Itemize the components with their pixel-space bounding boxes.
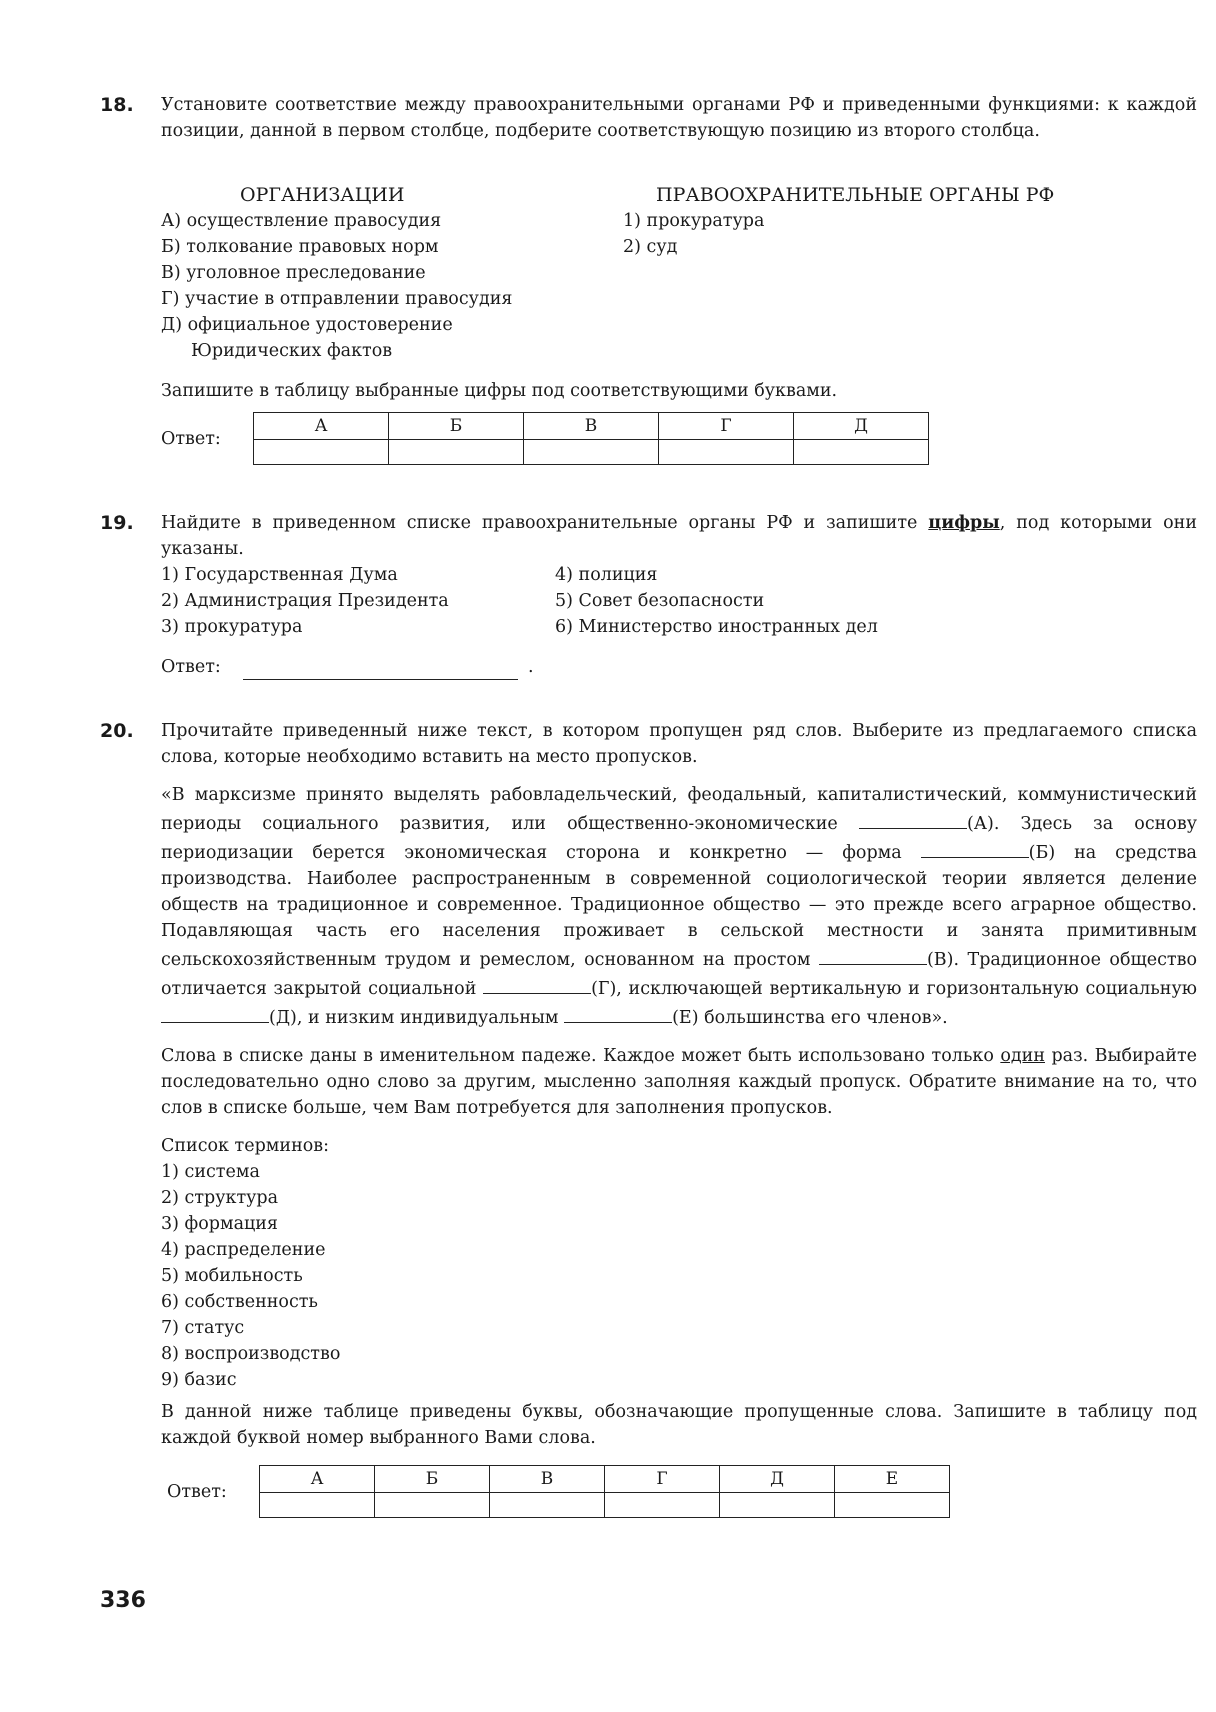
list-item: 3) прокуратура	[161, 617, 303, 637]
answer-table	[259, 1465, 950, 1518]
terms-list	[161, 1159, 1197, 1393]
list-item: 3) формация	[161, 1214, 278, 1234]
answer-cell[interactable]	[720, 1493, 835, 1518]
answer-cell[interactable]	[835, 1493, 950, 1518]
letter-cell: Е	[835, 1466, 950, 1493]
list-item: 5) мобильность	[161, 1266, 303, 1286]
answer-cell[interactable]	[389, 440, 524, 465]
gap-label: (А).	[966, 814, 1000, 834]
list-item: 4) полиция	[555, 565, 658, 585]
list-item: 4) распределение	[161, 1240, 326, 1260]
list-item-continuation: Юридических фактов	[191, 341, 393, 361]
answer-cell[interactable]	[605, 1493, 720, 1518]
text-part: Слова в списке даны в именительном падеже. Каждое может быть использовано только	[161, 1046, 1001, 1066]
text-part: (Д), и низким индивидуальным	[269, 1008, 559, 1028]
list-item: 6) собственность	[161, 1292, 318, 1312]
answer-label: Ответ:	[161, 657, 221, 677]
text-part: (Е) большинства его членов».	[672, 1008, 948, 1028]
answer-block	[161, 412, 929, 465]
list-item: 2) структура	[161, 1188, 279, 1208]
list-item: 9) базис	[161, 1370, 237, 1390]
answer-end: .	[528, 657, 534, 677]
text-part: Найдите в приведенном списке правоохранительные органы РФ и запишите	[161, 513, 929, 533]
list-item: 7) статус	[161, 1318, 245, 1338]
answer-cell[interactable]	[659, 440, 794, 465]
answer-line-block	[161, 654, 534, 680]
answer-input[interactable]	[243, 659, 518, 680]
gap-blank[interactable]	[921, 837, 1029, 858]
text-part: (В). Традиционное общество отличается закрытой социальной	[161, 950, 1197, 999]
left-items	[161, 208, 512, 364]
letter-cell: Г	[605, 1466, 720, 1493]
letter-cell: Б	[375, 1466, 490, 1493]
answer-cell[interactable]	[375, 1493, 490, 1518]
list-item: 1) прокуратура	[623, 211, 765, 231]
answer-cell[interactable]	[260, 1493, 375, 1518]
list-item: Г) участие в отправлении правосудия	[161, 289, 513, 309]
question-text: Установите соответствие между правоохранительными органами РФ и приведенными функциями: к каждой позиции, данной в первом столбце, подберите соответствующую позицию из второго столбца.	[161, 95, 1197, 141]
right-column-header: ПРАВООХРАНИТЕЛЬНЫЕ ОРГАНЫ РФ	[656, 184, 1055, 206]
letter-cell: В	[490, 1466, 605, 1493]
instruction: Запишите в таблицу выбранные цифры под соответствующими буквами.	[161, 381, 838, 401]
question-number: 20.	[100, 720, 134, 742]
answer-label: Ответ:	[167, 1481, 227, 1502]
answer-cell[interactable]	[794, 440, 929, 465]
list-item: 5) Совет безопасности	[555, 591, 765, 611]
gap-blank[interactable]	[483, 973, 591, 994]
text-part: «В марксизме принято выделять рабовладельческий, феодальный, капиталистический, коммунистический периоды социального развития, или общественно-экономические	[161, 785, 1197, 834]
list-item: В) уголовное преследование	[161, 263, 426, 283]
text-part: раз. Выбирайте последовательно одно слово за другим, мысленно заполняя каждый пропуск. Обратите внимание на то, что слов в списке больше, чем Вам потребуется для заполнения пропусков.	[161, 1046, 1197, 1118]
list-item: 1) система	[161, 1162, 260, 1182]
answer-block	[167, 1465, 1197, 1518]
list-item: Д) официальное удостоверение	[161, 315, 453, 335]
question-number: 19.	[100, 512, 134, 534]
letter-cell: Б	[389, 413, 524, 440]
left-column-header: ОРГАНИЗАЦИИ	[240, 184, 405, 206]
table-note: В данной ниже таблице приведены буквы, обозначающие пропущенные слова. Запишите в таблицу под каждой буквой номер выбранного Вами слова.	[161, 1402, 1197, 1448]
emphasis: цифры	[928, 513, 1000, 533]
list-item: 1) Государственная Дума	[161, 565, 398, 585]
letter-cell: Д	[794, 413, 929, 440]
list-item: 2) суд	[623, 237, 678, 257]
instruction-note	[161, 1043, 1197, 1121]
list-item: 8) воспроизводство	[161, 1344, 341, 1364]
terms-title: Список терминов:	[161, 1136, 330, 1156]
right-items	[623, 208, 764, 260]
question-text	[161, 510, 1197, 562]
question-intro: Прочитайте приведенный ниже текст, в котором пропущен ряд слов. Выберите из предлагаемого списка слова, которые необходимо вставить на место пропусков.	[161, 721, 1197, 767]
answer-table	[253, 412, 929, 465]
letter-cell: А	[254, 413, 389, 440]
list-item: Б) толкование правовых норм	[161, 237, 439, 257]
text-part: , под которыми они указаны.	[161, 513, 1198, 559]
underlined-word: один	[1000, 1046, 1045, 1066]
letter-cell: Г	[659, 413, 794, 440]
answer-cell[interactable]	[490, 1493, 605, 1518]
list-item: 2) Администрация Президента	[161, 591, 449, 611]
text-part: (Г), исключающей вертикальную и горизонтальную социальную	[591, 979, 1197, 999]
letter-cell: А	[260, 1466, 375, 1493]
answer-cell[interactable]	[524, 440, 659, 465]
left-column	[240, 182, 600, 208]
letter-cell: В	[524, 413, 659, 440]
page-number: 336	[100, 1588, 146, 1613]
right-column	[656, 182, 1054, 208]
gap-blank[interactable]	[859, 808, 967, 829]
gap-blank[interactable]	[564, 1002, 672, 1023]
text-part: (Б) на средства производства. Наиболее распространенным в современной социологической теории является деление обществ на традиционное и современное. Традиционное общество — это прежде всего аграрное общество. Подавляющая часть его населения проживает в сельской местности и занята примитивным сельскохозяйственным трудом и ремеслом, основанном на простом	[161, 843, 1197, 970]
letter-cell: Д	[720, 1466, 835, 1493]
answer-label: Ответ:	[161, 428, 221, 449]
gap-text	[161, 782, 1197, 1031]
list-item: А) осуществление правосудия	[161, 211, 442, 231]
list-item: 6) Министерство иностранных дел	[555, 617, 878, 637]
text-part: Здесь за основу периодизации берется экономическая сторона и конкретно — форма	[161, 814, 1197, 863]
gap-blank[interactable]	[161, 1002, 269, 1023]
left-items	[161, 562, 449, 640]
right-items	[555, 562, 878, 640]
gap-blank[interactable]	[819, 944, 927, 965]
question-number: 18.	[100, 94, 134, 116]
answer-cell[interactable]	[254, 440, 389, 465]
